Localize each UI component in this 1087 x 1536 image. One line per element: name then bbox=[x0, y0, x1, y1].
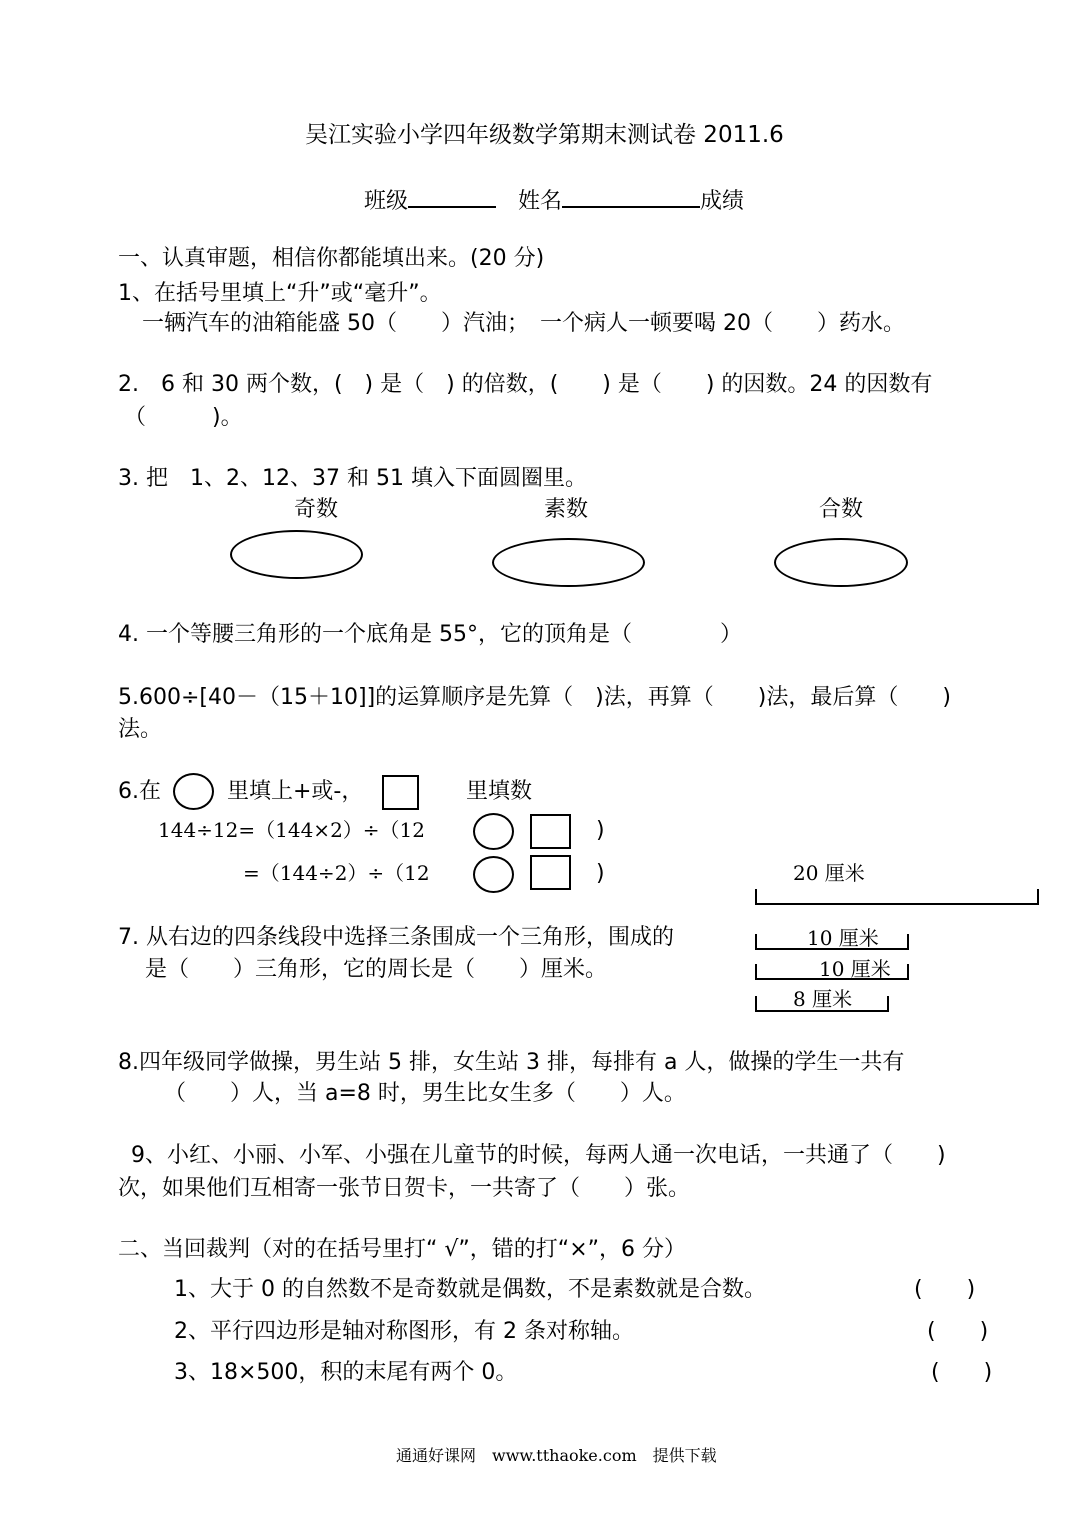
q7-segment-label-20: 20 厘米 bbox=[793, 861, 865, 885]
q9-line1: 9、小红、小丽、小军、小强在儿童节的时候，每两人通一次电话，一共通了（ ) bbox=[131, 1143, 946, 1168]
q3-label-prime: 素数 bbox=[544, 497, 589, 522]
q7-segment-label-10a: 10 厘米 bbox=[807, 926, 879, 950]
judge-item-1: 1、大于 0 的自然数不是奇数就是偶数，不是素数就是合数。 bbox=[174, 1277, 766, 1302]
q7-line2: 是（ ）三角形，它的周长是（ ）厘米。 bbox=[145, 957, 608, 982]
q6-circle-icon bbox=[173, 773, 214, 810]
q5-line1: 5.600÷[40－（15＋10]]的运算顺序是先算（ )法，再算（ )法，最后算（ ) bbox=[118, 685, 951, 710]
class-blank[interactable] bbox=[408, 184, 496, 208]
name-blank[interactable] bbox=[562, 184, 700, 208]
q9-line2: 次，如果他们互相寄一张节日贺卡，一共寄了（ ）张。 bbox=[118, 1176, 691, 1201]
q2-line2: （ )。 bbox=[124, 405, 243, 430]
q6-eq2: =（144÷2）÷（12 bbox=[243, 861, 430, 885]
q6-eq1-close: ) bbox=[596, 818, 605, 843]
q1-title: 1、在括号里填上“升”或“毫升”。 bbox=[118, 281, 442, 306]
judge-bracket-3[interactable]: ( ) bbox=[931, 1360, 993, 1385]
exam-title: 吴江实验小学四年级数学第期末测试卷 2011.6 bbox=[305, 122, 784, 148]
q3-line: 3. 把 1、2、12、37 和 51 填入下面圆圈里。 bbox=[118, 466, 587, 491]
q5-line2: 法。 bbox=[118, 717, 163, 742]
q6-end: 里填数 bbox=[466, 779, 533, 804]
student-info-line bbox=[364, 184, 744, 215]
q7-segment-label-10b: 10 厘米 bbox=[819, 957, 891, 981]
name-label: 姓名 bbox=[518, 189, 563, 214]
judge-bracket-2[interactable]: ( ) bbox=[927, 1319, 989, 1344]
q6-eq1-square[interactable] bbox=[530, 814, 571, 849]
q3-oval-prime[interactable] bbox=[492, 538, 645, 587]
q6-eq2-square[interactable] bbox=[530, 855, 571, 890]
q7-segment-20 bbox=[755, 889, 1039, 905]
score-label: 成绩 bbox=[700, 189, 745, 214]
class-label: 班级 bbox=[364, 189, 409, 214]
q6-prefix: 6.在 bbox=[118, 779, 161, 804]
q8-line2: （ ）人，当 a=8 时，男生比女生多（ ）人。 bbox=[164, 1081, 686, 1106]
q3-oval-odd[interactable] bbox=[230, 530, 363, 579]
q6-eq1: 144÷12=（144×2）÷（12 bbox=[158, 818, 426, 842]
q8-line1: 8.四年级同学做操，男生站 5 排，女生站 3 排，每排有 a 人，做操的学生一共有 bbox=[118, 1050, 905, 1075]
q3-label-composite: 合数 bbox=[819, 497, 864, 522]
section1-heading: 一、认真审题，相信你都能填出来。(20 分) bbox=[118, 246, 545, 271]
judge-bracket-1[interactable]: ( ) bbox=[914, 1277, 976, 1302]
q1-line: 一辆汽车的油箱能盛 50（ ）汽油； 一个病人一顿要喝 20（ ）药水。 bbox=[142, 311, 905, 336]
q7-segment-10a bbox=[755, 934, 909, 950]
footer-credit: 通通好课网 www.tthaoke.com 提供下载 bbox=[396, 1446, 717, 1465]
judge-item-2: 2、平行四边形是轴对称图形，有 2 条对称轴。 bbox=[174, 1319, 634, 1344]
q6-eq2-close: ) bbox=[596, 861, 605, 886]
q6-eq2-circle[interactable] bbox=[473, 856, 514, 893]
q3-oval-composite[interactable] bbox=[774, 538, 908, 587]
q6-eq1-circle[interactable] bbox=[473, 813, 514, 850]
q7-segment-10b bbox=[755, 964, 909, 980]
q7-segment-8 bbox=[755, 996, 889, 1012]
q4-line: 4. 一个等腰三角形的一个底角是 55°，它的顶角是（ ） bbox=[118, 622, 742, 647]
q6-square-icon bbox=[382, 775, 419, 810]
judge-item-3: 3、18×500，积的末尾有两个 0。 bbox=[174, 1360, 518, 1385]
q7-line1: 7. 从右边的四条线段中选择三条围成一个三角形，围成的 bbox=[118, 925, 674, 950]
q6-mid: 里填上+或-， bbox=[227, 779, 364, 804]
q3-label-odd: 奇数 bbox=[294, 497, 339, 522]
q7-segment-label-8: 8 厘米 bbox=[793, 987, 853, 1011]
section2-heading: 二、当回裁判（对的在括号里打“ √”，错的打“×”，6 分） bbox=[118, 1237, 687, 1262]
q2-line1: 2. 6 和 30 两个数，( ) 是（ ) 的倍数，( ) 是（ ) 的因数。24 的因数有 bbox=[118, 372, 933, 397]
